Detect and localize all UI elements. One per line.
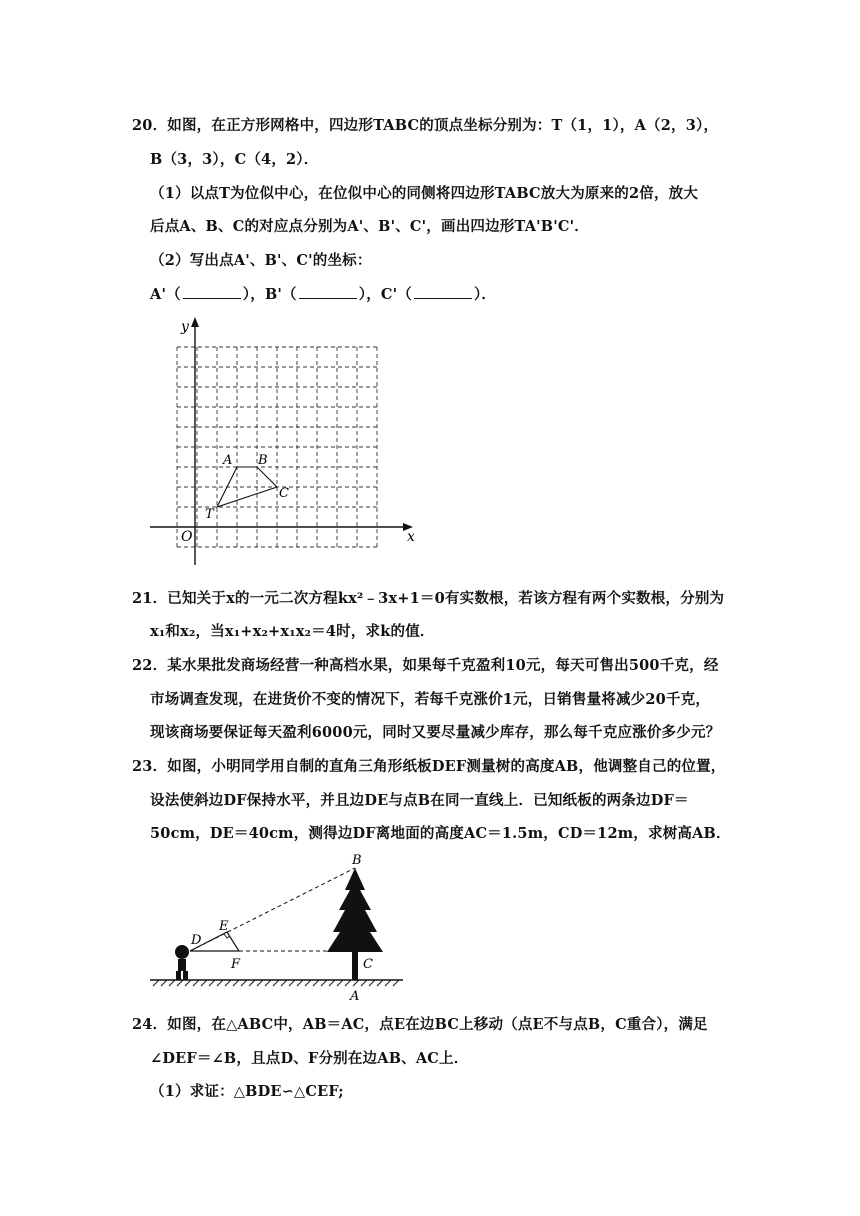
p20-answer-line [150, 283, 496, 304]
p24-line1: 24．如图，在△ABC中，AB＝AC，点E在边BC上移动（点E不与点B，C重合），满足 [132, 1016, 708, 1033]
p23-line1: 23．如图，小明同学用自制的直角三角形纸板DEF测量树的高度AB，他调整自己的位置， [132, 758, 726, 775]
answer-c-blank[interactable] [414, 284, 472, 299]
y-axis-arrow [191, 317, 199, 327]
point-d-label: D [191, 933, 202, 948]
p22-line1: 22．某水果批发商场经营一种高档水果，如果每千克盈利10元，每天可售出500千克，经 [132, 657, 719, 674]
answer-end: ）． [473, 286, 497, 303]
point-b-label: B [352, 853, 362, 868]
p24-q1: （1）求证：△BDE∽△CEF; [150, 1083, 344, 1100]
point-c-label: C [279, 486, 289, 501]
p20-line1: 20．如图，在正方形网格中，四边形TABC的顶点坐标分别为：T（1，1），A（2，3）， [132, 117, 719, 134]
person-icon [175, 945, 189, 980]
p21-line2: x₁和x₂，当x₁+x₂+x₁x₂＝4时，求k的值． [150, 623, 435, 640]
p22-line2: 市场调查发现，在进货价不变的情况下，若每千克涨价1元，日销售量将减少20千克， [150, 691, 711, 708]
answer-c-label: ），C'（ [358, 286, 412, 303]
p20-line2: B（3，3），C（4，2）． [150, 151, 319, 168]
answer-b-blank[interactable] [299, 284, 357, 299]
answer-a-blank[interactable] [183, 284, 241, 299]
p24-line2: ∠DEF＝∠B，且点D、F分别在边AB、AC上． [150, 1050, 469, 1067]
p22-line3: 现该商场要保证每天盈利6000元，同时又要尽量减少库存，那么每千克应涨价多少元？ [150, 724, 721, 741]
p20-q2: （2）写出点A'、B'、C'的坐标： [150, 252, 372, 269]
p20-q1-line1: （1）以点T为位似中心，在位似中心的同侧将四边形TABC放大为原来的2倍，放大 [150, 185, 699, 202]
grid-figure [145, 315, 425, 570]
p20-q1-line2: 后点A、B、C的对应点分别为A'、B'、C'，画出四边形TA'B'C'． [150, 218, 589, 235]
x-axis-label: x [407, 529, 415, 545]
point-t-label: T [205, 507, 214, 522]
answer-a-label: A'（ [150, 286, 181, 303]
p21-line1: 21．已知关于x的一元二次方程kx²﹣3x+1＝0有实数根，若该方程有两个实数根，分别为 [132, 590, 725, 607]
point-e-label: E [219, 919, 229, 934]
point-a-label: A [350, 989, 360, 1004]
point-c-label: C [363, 957, 373, 972]
point-f-label: F [231, 957, 241, 972]
p23-line3: 50cm，DE＝40cm，测得边DF离地面的高度AC＝1.5m，CD＝12m，求树高AB． [150, 825, 731, 842]
point-a-label: A [223, 453, 233, 468]
point-b-label: B [258, 453, 268, 468]
p23-line2: 设法使斜边DF保持水平，并且边DE与点B在同一直线上．已知纸板的两条边DF＝ [150, 792, 689, 809]
tree-figure [145, 848, 405, 1006]
y-axis-label: y [181, 319, 189, 335]
origin-label: O [181, 529, 193, 545]
ground-hatching [153, 980, 399, 986]
answer-b-label: ），B'（ [242, 286, 297, 303]
